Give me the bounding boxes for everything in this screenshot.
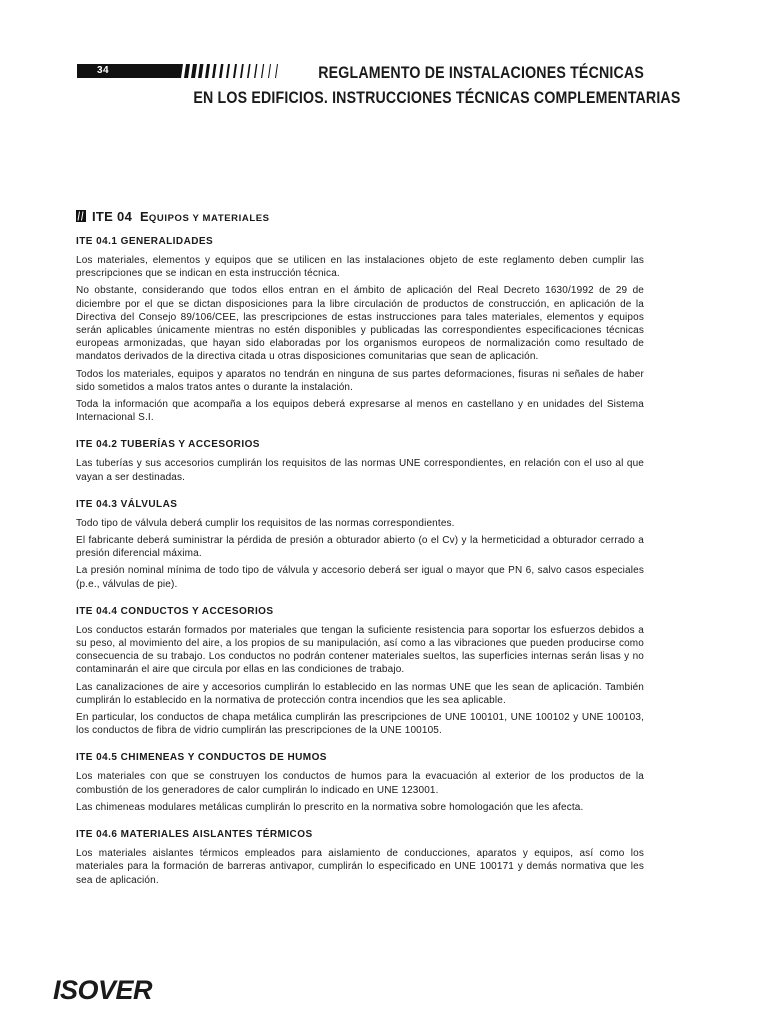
- subsection-heading: ITE 04.2 TUBERÍAS Y ACCESORIOS: [76, 439, 260, 451]
- subsection-aislantes: [76, 828, 644, 887]
- subsection-generalidades: [76, 235, 644, 424]
- section-title-rest-1: QUIPOS Y: [148, 212, 203, 224]
- section-code: ITE 04: [92, 208, 133, 224]
- section-title-rest-2: MATERIALES: [202, 212, 270, 224]
- logo-text: ISOVER: [53, 975, 153, 1005]
- subsection-heading: ITE 04.6 MATERIALES AISLANTES TÉRMICOS: [76, 829, 313, 841]
- subsection-heading: ITE 04.1 GENERALIDADES: [76, 236, 214, 247]
- paragraph: Los materiales con que se construyen los conductos de humos para la evacuación al exterior de los productos de la combustión de los generadores de calor cumplirán lo indicado en UNE 123001.: [76, 771, 644, 796]
- section-title-cap: E: [139, 208, 149, 224]
- document-title-line-1: REGLAMENTO DE INSTALACIONES TÉCNICAS: [318, 64, 644, 82]
- paragraph: Todo tipo de válvula deberá cumplir los requisitos de las normas correspondientes.: [76, 517, 455, 529]
- paragraph: Los materiales, elementos y equipos que se utilicen en las instalaciones objeto de este reglamento deben cumplir las prescripciones que se indican en esta instrucción técnica.: [76, 255, 644, 280]
- paragraph: La presión nominal mínima de todo tipo de válvula y accesorio deberá ser igual o mayor que PN 6, salvo casos especiales (p.e., válvulas de pie).: [76, 565, 644, 590]
- paragraph: Todos los materiales, equipos y aparatos no tendrán en ninguna de sus partes deformaciones, fisuras ni señales de haber sido sometidos a malos tratos antes o durante la instalación.: [76, 368, 644, 393]
- section-heading: [76, 206, 644, 226]
- paragraph: Las chimeneas modulares metálicas cumplirán lo prescrito en la normativa sobre homologación que les afecta.: [76, 801, 584, 813]
- paragraph: Toda la información que acompaña a los equipos deberá expresarse al menos en castellano y en unidades del Sistema Internacional S.I.: [76, 399, 644, 424]
- paragraph: En particular, los conductos de chapa metálica cumplirán las prescripciones de UNE 100101, UNE 100102 y UNE 100103, los conductos de fibra de vidrio cumplirán las prescripciones de la UNE 100105.: [76, 712, 644, 737]
- paragraph: El fabricante deberá suministrar la pérdida de presión a obturador abierto (o el Cv) y la hermeticidad a obturador cerrado a presión diferencial máxima.: [76, 535, 644, 560]
- document-title-line-2: EN LOS EDIFICIOS. INSTRUCCIONES TÉCNICAS COMPLEMENTARIAS: [193, 89, 681, 107]
- paragraph: Las tuberías y sus accesorios cumplirán los requisitos de las normas UNE correspondientes, en relación con el uso al que vayan a ser destinadas.: [76, 458, 644, 483]
- paragraph: Los conductos estarán formados por materiales que tengan la suficiente resistencia para soportar los esfuerzos debidos a su peso, al movimiento del aire, a los propios de su manipulación, así como a las vibraciones que pueden producirse como consecuencia de su trabajo. Los conductos no podrán contener materiales sueltos, las superficies internas serán lisas y no contaminarán el aire que circula por ellas en las condiciones de trabajo.: [76, 624, 644, 676]
- paragraph: Las canalizaciones de aire y accesorios cumplirán lo establecido en las normas UNE que les sean de aplicación. También cumplirán lo establecido en la normativa de protección contra incendios que les sea aplicable.: [76, 681, 644, 706]
- isover-logo: [53, 975, 163, 1005]
- subsection-valvulas: [76, 498, 644, 591]
- section-title: [92, 209, 270, 224]
- subsection-heading: ITE 04.4 CONDUCTOS Y ACCESORIOS: [76, 605, 274, 617]
- page-number: 34: [97, 65, 110, 76]
- subsection-tuberias: [76, 438, 644, 483]
- subsection-heading: ITE 04.3 VÁLVULAS: [76, 498, 178, 510]
- subsection-conductos: [76, 605, 644, 738]
- paragraph: No obstante, considerando que todos ellos entran en el ámbito de aplicación del Real Decreto 1630/1992 de 29 de diciembre por el que se dictan disposiciones para la libre circulación de productos de construcción, en aplicación de la Directiva del Consejo 89/106/CEE, las prescripciones de estas instrucciones para tales materiales, elementos y equipos serán aplicables únicamente mientras no estén disponibles y publicadas las correspondientes especificaciones técnicas europeas armonizadas, que hayan sido elaboradas por los organismos europeos de normalización como resultado de mandatos derivados de la directiva citada u otras disposiciones comunitarias que sean de aplicación.: [76, 285, 644, 363]
- section-bullet-icon: [76, 210, 86, 222]
- subsection-heading: ITE 04.5 CHIMENEAS Y CONDUCTOS DE HUMOS: [76, 752, 327, 764]
- paragraph: Los materiales aislantes térmicos empleados para aislamiento de conducciones, aparatos y equipos, así como los materiales para la formación de barreras antivapor, cumplirán lo especificado en UNE 100171 y demás normativa que les sea de aplicación.: [76, 848, 644, 886]
- document-title: [193, 61, 681, 111]
- page-content: [76, 206, 644, 901]
- subsection-chimeneas: [76, 751, 644, 814]
